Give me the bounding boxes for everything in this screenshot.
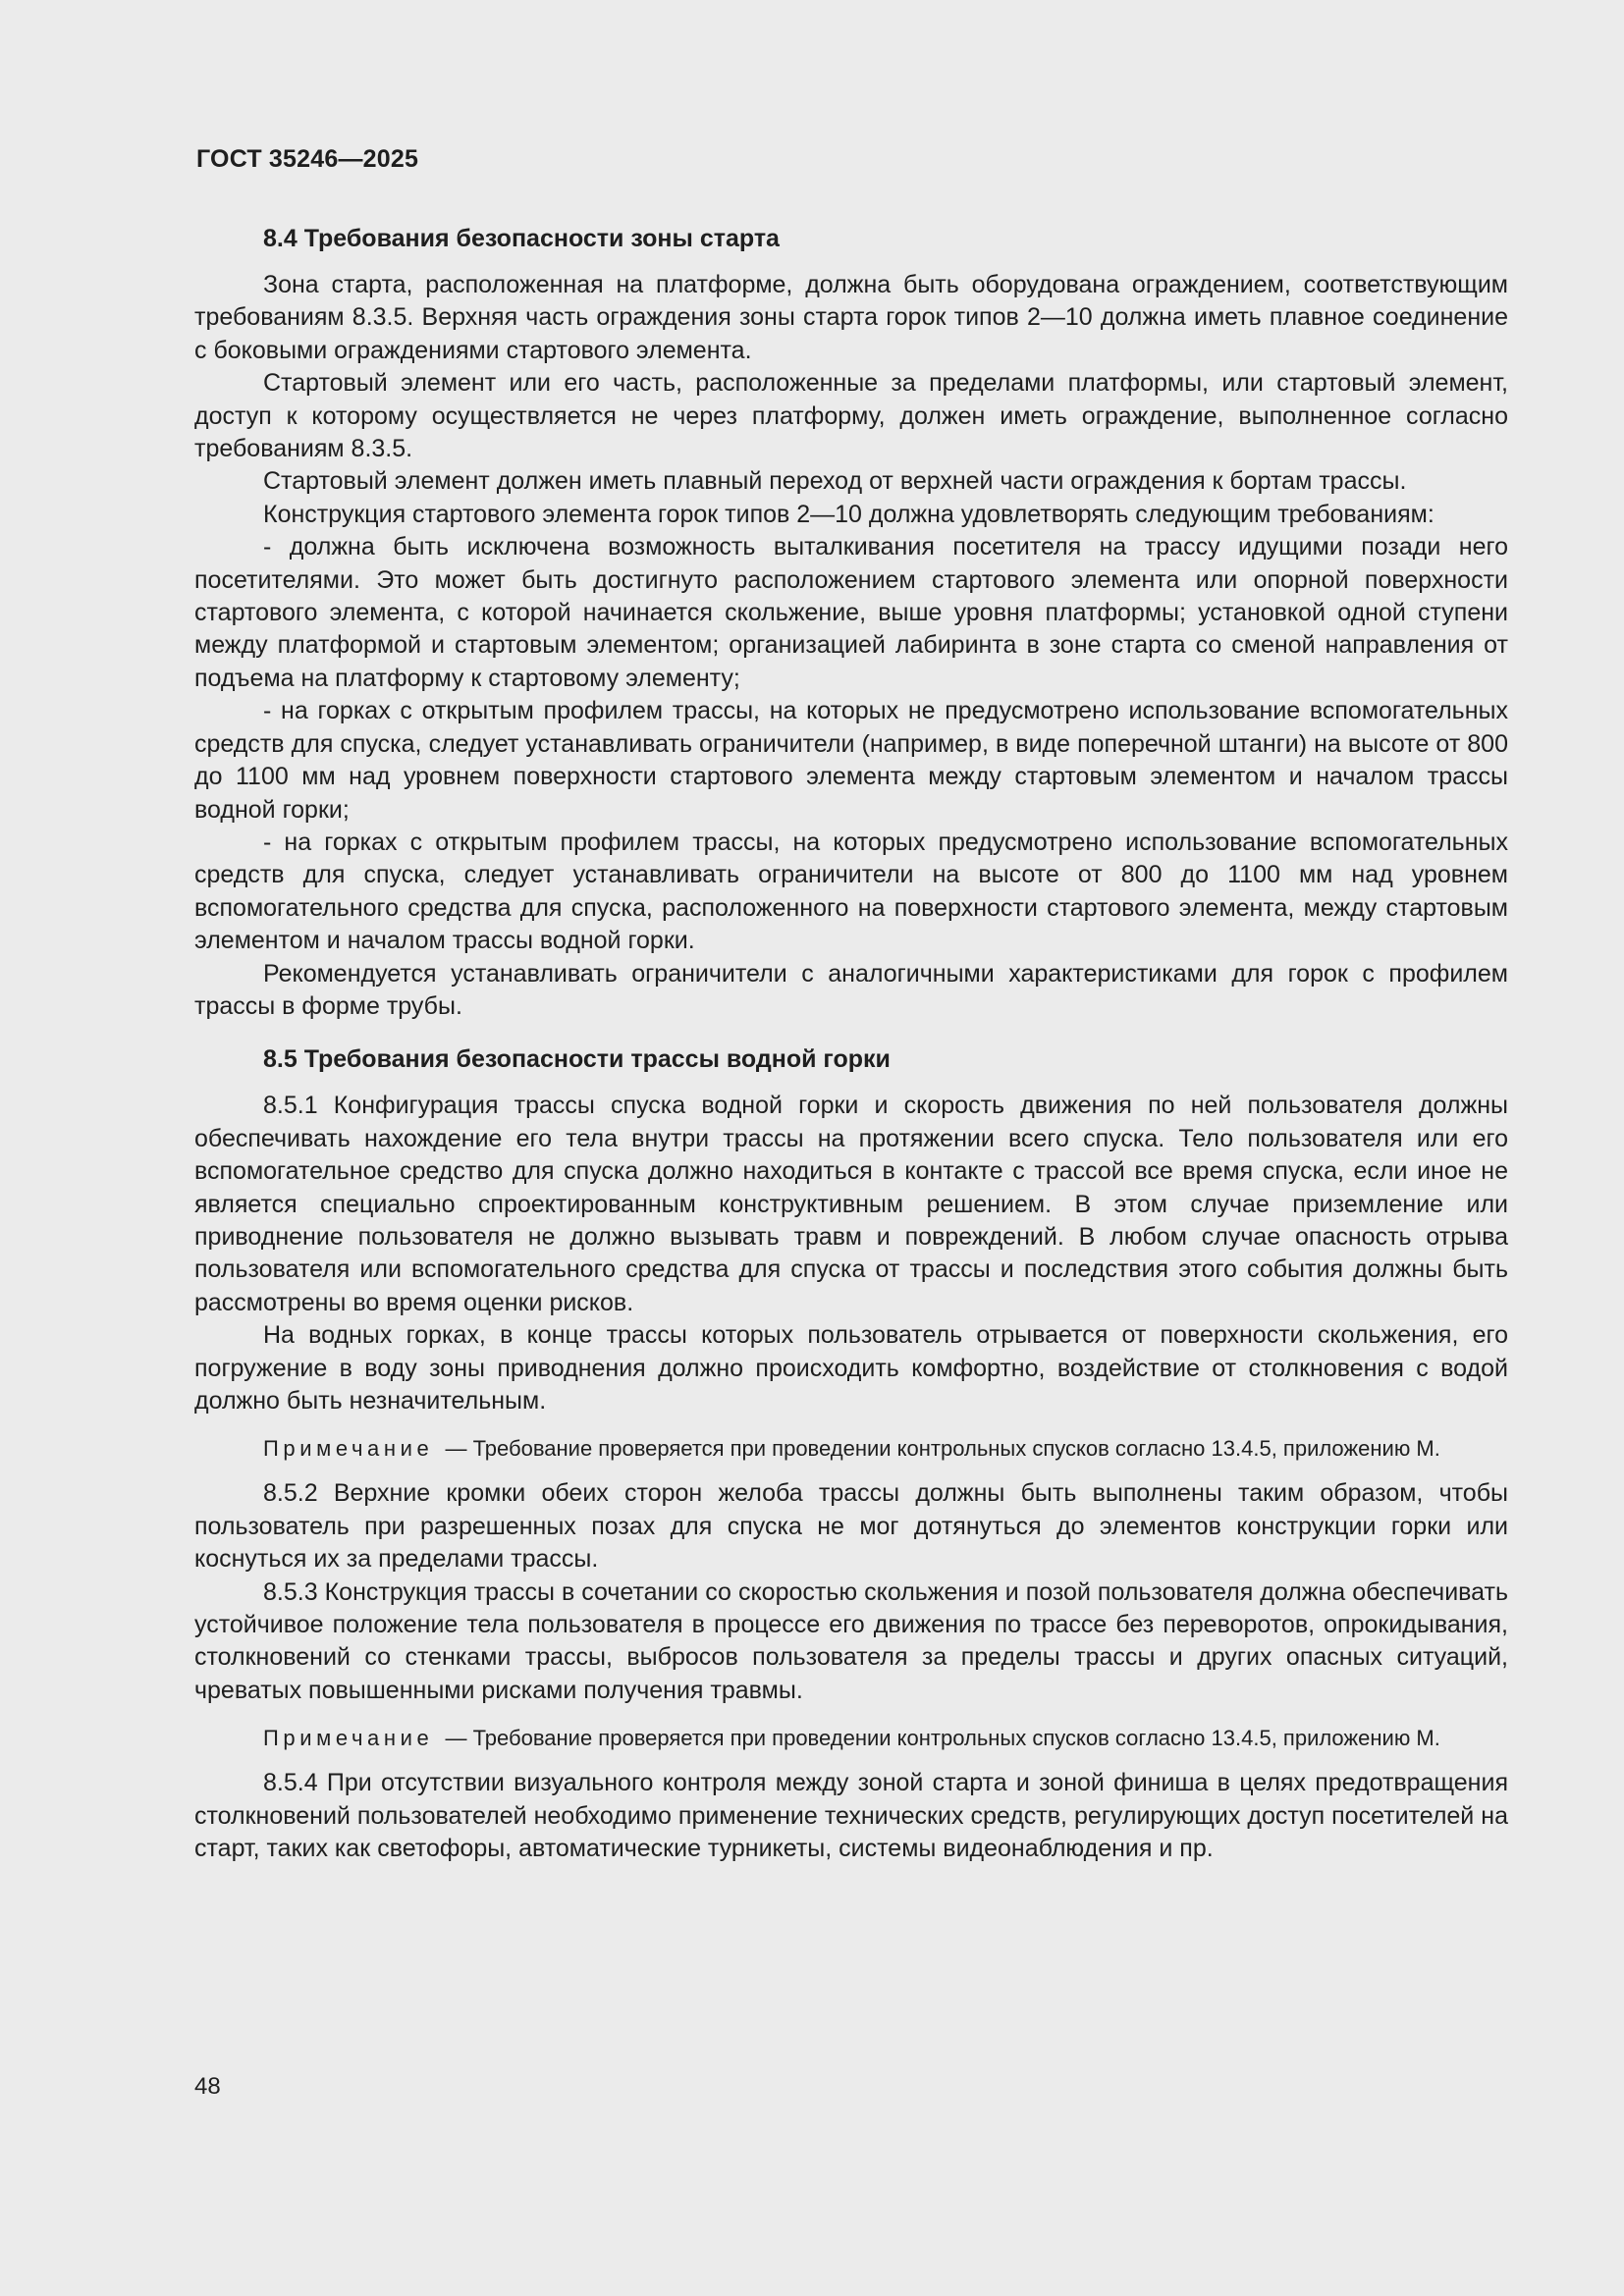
section-heading-8-4: 8.4 Требования безопасности зоны старта [263, 225, 780, 252]
note [194, 1723, 1508, 1753]
note-text: — Требование проверяется при проведении контрольных спусков согласно 13.4.5, приложению М. [445, 1726, 1440, 1751]
paragraph: Зона старта, расположенная на платформе, должна быть оборудована ограждением, соответствующим требованиям 8.3.5. Верхняя часть ограждения зоны старта горок типов 2—10 должна иметь плавное соединение с боковыми ограждениями стартового элемента. [194, 271, 1508, 364]
note-text: — Требование проверяется при проведении контрольных спусков согласно 13.4.5, приложению М. [445, 1436, 1440, 1462]
page-number: 48 [194, 2073, 221, 2100]
note-label: Примечание [263, 1436, 434, 1462]
section-heading-8-5: 8.5 Требования безопасности трассы водной горки [263, 1045, 891, 1074]
page-content [194, 222, 1508, 1865]
paragraph: Конструкция стартового элемента горок типов 2—10 должна удовлетворять следующим требованиям: [263, 500, 1435, 528]
list-item: - должна быть исключена возможность выталкивания посетителя на трассу идущими позади него посетителями. Это может быть достигнуто расположением стартового элемента или опорной поверхности стартового элемента, с которой начинается скольжение, выше уровня платформы; установкой одной ступени между платформой и стартовым элементом; организацией лабиринта в зоне старта со сменой направления от подъема на платформу к стартовому элементу; [194, 533, 1508, 692]
paragraph-8-5-1: 8.5.1 Конфигурация трассы спуска водной горки и скорость движения по ней пользователя должны обеспечивать нахождение его тела внутри трассы на протяжении всего спуска. Тело пользователя или его вспомогательное средство для спуска должно находиться в контакте с трассой все время спуска, если иное не является специально спроектированным конструктивным решением. В этом случае приземление или приводнение пользователя не должно вызывать травм и повреждений. В любом случае опасность отрыва пользователя или вспомогательного средства для спуска от трассы и последствия этого события должны быть рассмотрены во время оценки рисков. [194, 1092, 1508, 1316]
paragraph-8-5-4: 8.5.4 При отсутствии визуального контроля между зоной старта и зоной финиша в целях предотвращения столкновений пользователей необходимо применение технических средств, регулирующих доступ посетителей на старт, таких как светофоры, автоматические турникеты, системы видеонаблюдения и пр. [194, 1769, 1508, 1863]
paragraph: Стартовый элемент должен иметь плавный переход от верхней части ограждения к бортам трассы. [263, 467, 1407, 496]
document-code: ГОСТ 35246—2025 [196, 145, 419, 173]
list-item: - на горках с открытым профилем трассы, на которых не предусмотрено использование вспомогательных средств для спуска, следует устанавливать ограничители (например, в виде поперечной штанги) на высоте от 800 до 1100 мм над уровнем поверхности стартового элемента между стартовым элементом и началом трассы водной горки; [194, 697, 1508, 824]
note-label: Примечание [263, 1726, 434, 1751]
note [194, 1433, 1508, 1464]
paragraph: Рекомендуется устанавливать ограничители с аналогичными характеристиками для горок с профилем трассы в форме трубы. [194, 959, 1508, 1020]
paragraph: На водных горках, в конце трассы которых пользователь отрывается от поверхности скольжения, его погружение в воду зоны приводнения должно происходить комфортно, воздействие от столкновения с водой должно быть незначительным. [194, 1321, 1508, 1415]
list-item: - на горках с открытым профилем трассы, на которых предусмотрено использование вспомогательных средств для спуска, следует устанавливать ограничители на высоте от 800 до 1100 мм над уровнем вспомогательного средства для спуска, расположенного на поверхности стартового элемента, между стартовым элементом и началом трассы водной горки. [194, 828, 1508, 955]
paragraph: Стартовый элемент или его часть, расположенные за пределами платформы, или стартовый элемент, доступ к которому осуществляется не через платформу, должен иметь ограждение, выполненное согласно требованиям 8.3.5. [194, 369, 1508, 463]
paragraph-8-5-2: 8.5.2 Верхние кромки обеих сторон желоба трассы должны быть выполнены таким образом, чтобы пользователь при разрешенных позах для спуска не мог дотянуться до элементов конструкции горки или коснуться их за пределами трассы. [194, 1479, 1508, 1574]
paragraph-8-5-3: 8.5.3 Конструкция трассы в сочетании со скоростью скольжения и позой пользователя должна обеспечивать устойчивое положение тела пользователя в процессе его движения по трассе без переворотов, опрокидывания, столкновений со стенками трассы, выбросов пользователя за пределы трассы и других опасных ситуаций, чреватых повышенными рисками получения травмы. [194, 1577, 1508, 1704]
